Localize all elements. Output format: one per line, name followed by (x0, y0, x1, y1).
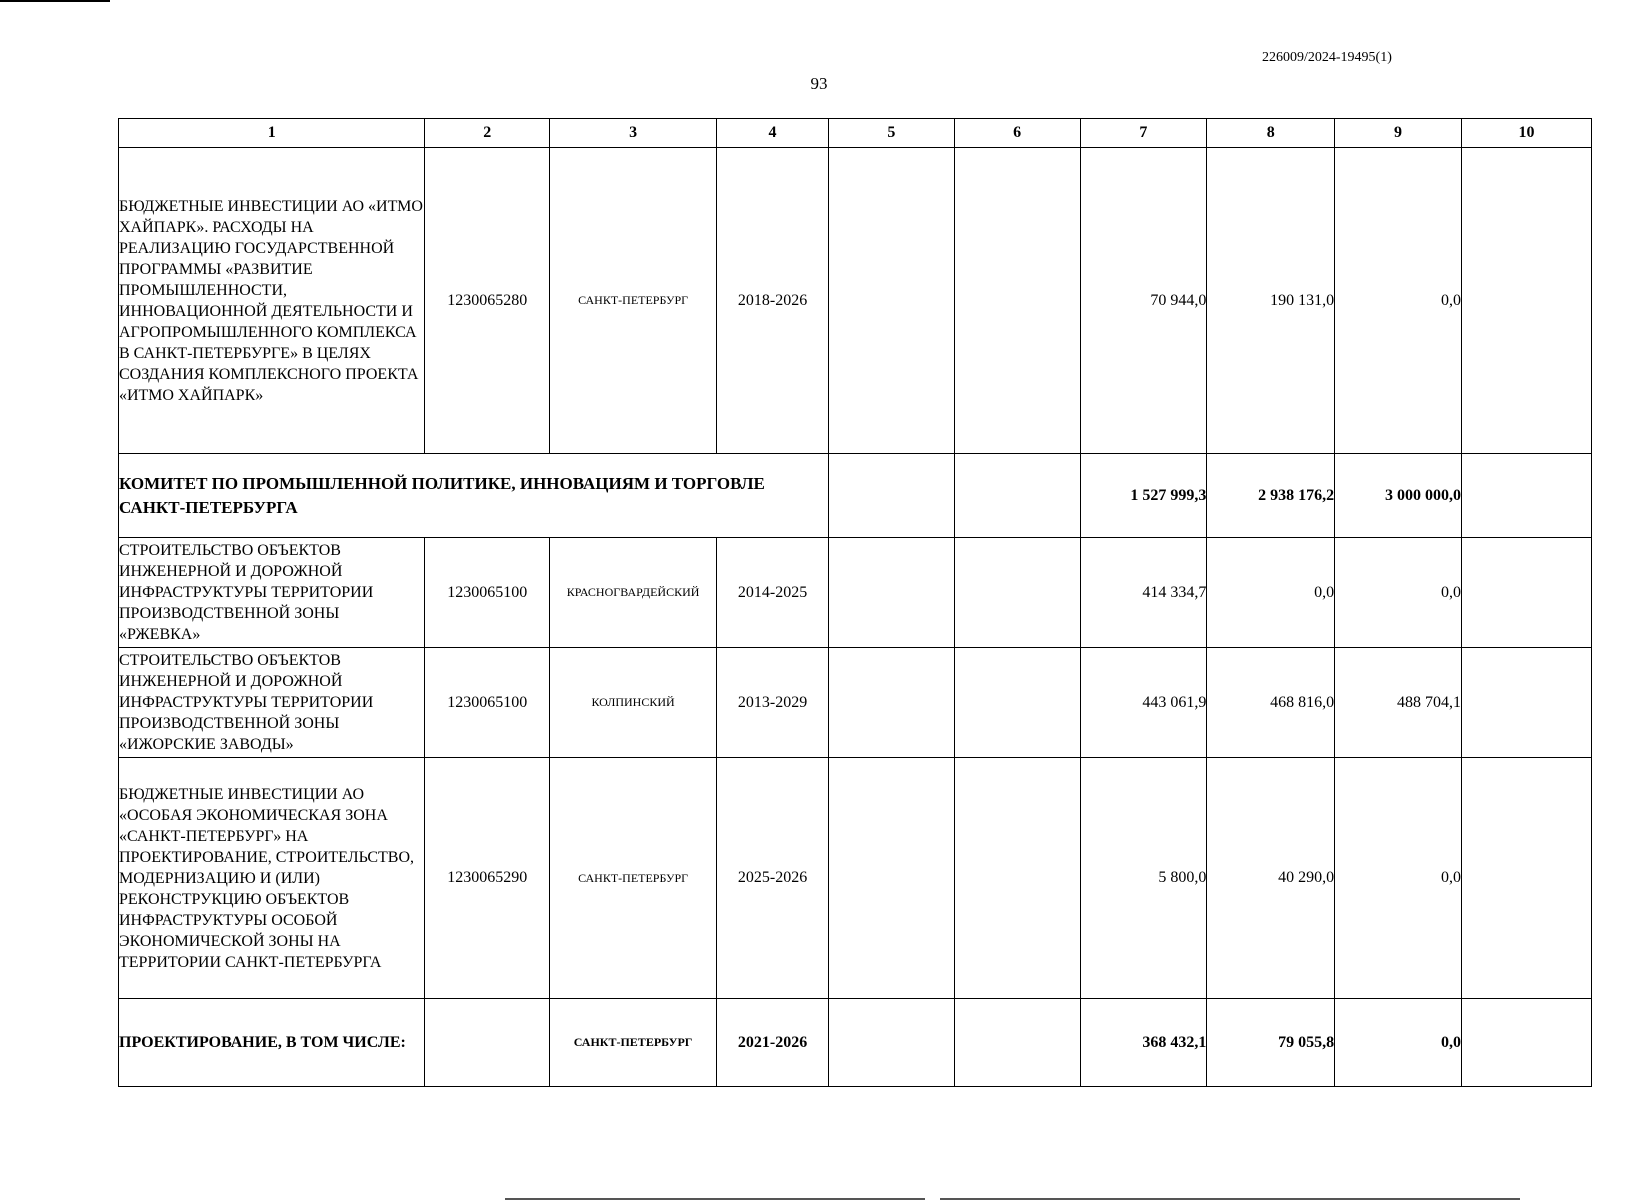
row-name: ПРОЕКТИРОВАНИЕ, В ТОМ ЧИСЛЕ: (119, 999, 425, 1087)
row-col6 (954, 454, 1080, 538)
row-code: 1230065280 (425, 148, 550, 454)
document-reference-number: 226009/2024-19495(1) (1262, 50, 1392, 65)
row-col10 (1461, 538, 1591, 648)
row-col10 (1461, 999, 1591, 1087)
row-period: 2018-2026 (717, 148, 829, 454)
row-col7: 5 800,0 (1080, 758, 1207, 999)
row-col6 (954, 538, 1080, 648)
row-col6 (954, 648, 1080, 758)
column-header: 7 (1080, 119, 1207, 148)
column-header: 2 (425, 119, 550, 148)
row-col5 (829, 648, 955, 758)
row-district: САНКТ-ПЕТЕРБУРГ (550, 999, 717, 1087)
column-header: 9 (1335, 119, 1462, 148)
row-col5 (829, 148, 955, 454)
column-header: 1 (119, 119, 425, 148)
row-district: САНКТ-ПЕТЕРБУРГ (550, 758, 717, 999)
budget-table (118, 118, 1592, 1087)
column-header: 10 (1461, 119, 1591, 148)
row-period: 2021-2026 (717, 999, 829, 1087)
row-period: 2013-2029 (717, 648, 829, 758)
row-district: КОЛПИНСКИЙ (550, 648, 717, 758)
row-col9: 488 704,1 (1335, 648, 1462, 758)
row-name: СТРОИТЕЛЬСТВО ОБЪЕКТОВ ИНЖЕНЕРНОЙ И ДОРОЖНОЙ ИНФРАСТРУКТУРЫ ТЕРРИТОРИИ ПРОИЗВОДСТВЕННОЙ ЗОНЫ «РЖЕВКА» (119, 538, 425, 648)
row-col10 (1461, 454, 1591, 538)
row-district: КРАСНОГВАРДЕЙСКИЙ (550, 538, 717, 648)
row-name: БЮДЖЕТНЫЕ ИНВЕСТИЦИИ АО «ИТМО ХАЙПАРК». РАСХОДЫ НА РЕАЛИЗАЦИЮ ГОСУДАРСТВЕННОЙ ПРОГРАММЫ «РАЗВИТИЕ ПРОМЫШЛЕННОСТИ, ИННОВАЦИОННОЙ ДЕЯТЕЛЬНОСТИ И АГРОПРОМЫШЛЕННОГО КОМПЛЕКСА В САНКТ-ПЕТЕРБУРГЕ» В ЦЕЛЯХ СОЗДАНИЯ КОМПЛЕКСНОГО ПРОЕКТА «ИТМО ХАЙПАРК» (119, 148, 425, 454)
row-col7: 443 061,9 (1080, 648, 1207, 758)
row-name: СТРОИТЕЛЬСТВО ОБЪЕКТОВ ИНЖЕНЕРНОЙ И ДОРОЖНОЙ ИНФРАСТРУКТУРЫ ТЕРРИТОРИИ ПРОИЗВОДСТВЕННОЙ ЗОНЫ «ИЖОРСКИЕ ЗАВОДЫ» (119, 648, 425, 758)
row-code (425, 999, 550, 1087)
table-row (119, 648, 1592, 758)
table-header-row (119, 119, 1592, 148)
row-col5 (829, 538, 955, 648)
scan-edge-line (0, 0, 110, 2)
row-col8: 0,0 (1207, 538, 1335, 648)
column-header: 4 (717, 119, 829, 148)
row-col6 (954, 999, 1080, 1087)
row-col9: 0,0 (1335, 758, 1462, 999)
row-col5 (829, 999, 955, 1087)
row-col5 (829, 758, 955, 999)
row-col10 (1461, 148, 1591, 454)
row-col7: 368 432,1 (1080, 999, 1207, 1087)
column-header: 5 (829, 119, 955, 148)
row-code: 1230065100 (425, 538, 550, 648)
committee-row (119, 454, 1592, 538)
row-col9: 0,0 (1335, 148, 1462, 454)
row-code: 1230065100 (425, 648, 550, 758)
row-col7: 1 527 999,3 (1080, 454, 1207, 538)
row-col10 (1461, 648, 1591, 758)
row-col5 (829, 454, 955, 538)
row-col8: 468 816,0 (1207, 648, 1335, 758)
committee-name: КОМИТЕТ ПО ПРОМЫШЛЕННОЙ ПОЛИТИКЕ, ИННОВАЦИЯМ И ТОРГОВЛЕ САНКТ-ПЕТЕРБУРГА (119, 454, 829, 538)
row-col9: 0,0 (1335, 538, 1462, 648)
row-district: САНКТ-ПЕТЕРБУРГ (550, 148, 717, 454)
table-row (119, 999, 1592, 1087)
row-col6 (954, 148, 1080, 454)
row-col7: 414 334,7 (1080, 538, 1207, 648)
row-col7: 70 944,0 (1080, 148, 1207, 454)
column-header: 3 (550, 119, 717, 148)
row-col10 (1461, 758, 1591, 999)
row-col9: 0,0 (1335, 999, 1462, 1087)
page-number: 93 (810, 74, 828, 93)
table-row (119, 538, 1592, 648)
row-col8: 40 290,0 (1207, 758, 1335, 999)
row-period: 2014-2025 (717, 538, 829, 648)
row-col8: 2 938 176,2 (1207, 454, 1335, 538)
row-col8: 190 131,0 (1207, 148, 1335, 454)
column-header: 8 (1207, 119, 1335, 148)
table-row (119, 148, 1592, 454)
row-col6 (954, 758, 1080, 999)
row-col8: 79 055,8 (1207, 999, 1335, 1087)
column-header: 6 (954, 119, 1080, 148)
row-period: 2025-2026 (717, 758, 829, 999)
table-row (119, 758, 1592, 999)
row-code: 1230065290 (425, 758, 550, 999)
row-col9: 3 000 000,0 (1335, 454, 1462, 538)
row-name: БЮДЖЕТНЫЕ ИНВЕСТИЦИИ АО «ОСОБАЯ ЭКОНОМИЧЕСКАЯ ЗОНА «САНКТ-ПЕТЕРБУРГ» НА ПРОЕКТИРОВАНИЕ, СТРОИТЕЛЬСТВО, МОДЕРНИЗАЦИЮ И (ИЛИ) РЕКОНСТРУКЦИЮ ОБЪЕКТОВ ИНФРАСТРУКТУРЫ ОСОБОЙ ЭКОНОМИЧЕСКОЙ ЗОНЫ НА ТЕРРИТОРИИ САНКТ-ПЕТЕРБУРГА (119, 758, 425, 999)
